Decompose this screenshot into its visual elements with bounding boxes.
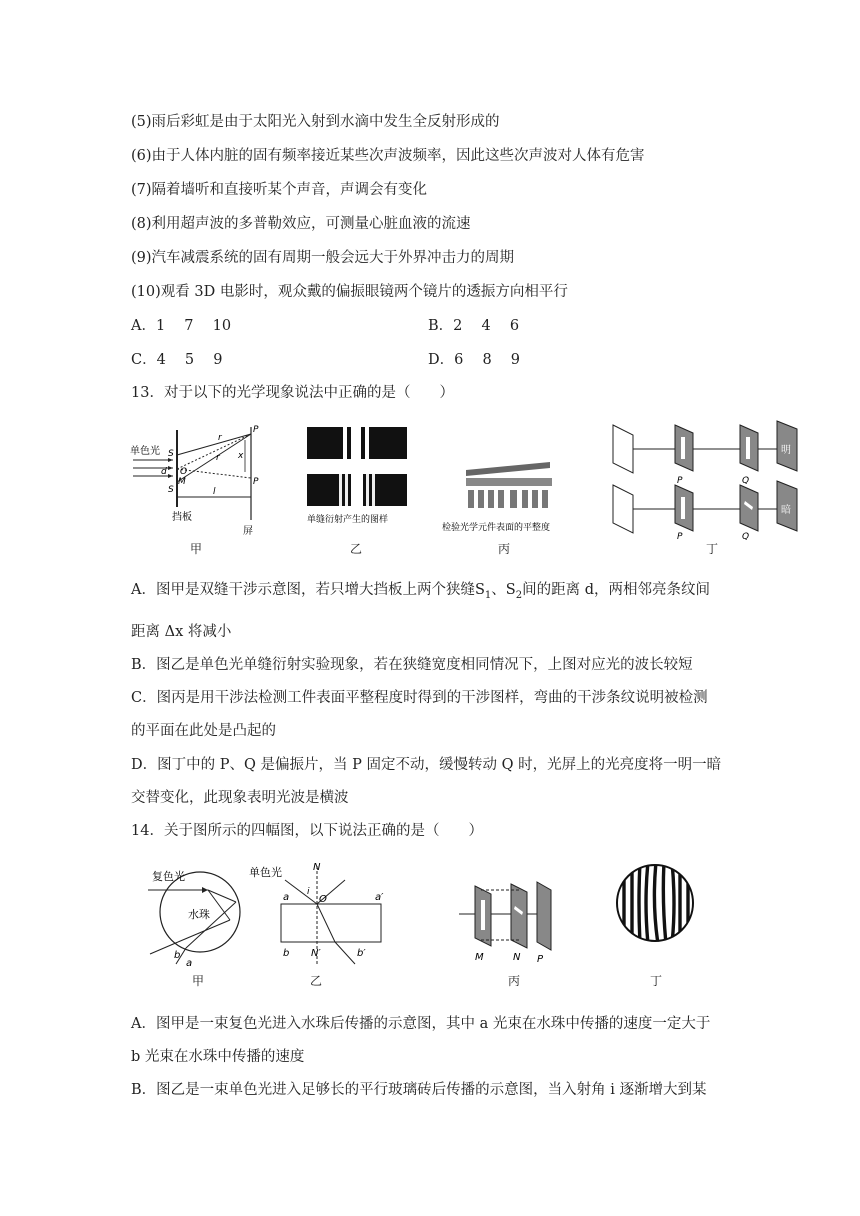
n-label: N xyxy=(313,862,321,873)
r1-label: r xyxy=(218,433,222,443)
screen-label: 屏 xyxy=(243,526,253,537)
a-prime-label: a′ xyxy=(375,892,384,903)
a-label: a xyxy=(186,958,193,969)
i-label: i xyxy=(307,887,310,897)
q14-fig-ding xyxy=(614,862,696,944)
b-label: b xyxy=(174,950,181,961)
q14-fig-jia xyxy=(138,862,248,972)
o-label: O xyxy=(319,894,327,905)
q13-caption-ding: 丁 xyxy=(706,542,719,556)
dark-label: 暗 xyxy=(781,505,791,516)
q14-option-a: A．图甲是一束复色光进入水珠后传播的示意图，其中 a 光束在水珠中传播的速度一定大于 xyxy=(131,1016,711,1032)
q-label-2: Q xyxy=(742,532,750,540)
q12-option-b: B．2 4 6 xyxy=(428,318,520,334)
bright-label: 明 xyxy=(781,445,791,456)
statement-5: (5)雨后彩虹是由于太阳光入射到水滴中发生全反射形成的 xyxy=(131,114,500,130)
q-label-1: Q xyxy=(742,476,750,486)
m-label: M xyxy=(178,477,186,487)
n-polarizer-label: N xyxy=(513,952,521,963)
q14-option-b: B．图乙是一束单色光进入足够长的平行玻璃砖后传播的示意图，当入射角 i 逐渐增大到某 xyxy=(131,1082,707,1098)
o-label: O xyxy=(180,467,188,477)
statement-6: (6)由于人体内脏的固有频率接近某些次声波频率，因此这些次声波对人体有危害 xyxy=(131,148,645,164)
b-edge-label: b xyxy=(283,948,290,959)
a-edge-label: a xyxy=(283,892,290,903)
statement-7: (7)隔着墙听和直接听某个声音，声调会有变化 xyxy=(131,182,428,198)
q13-caption-jia: 甲 xyxy=(190,542,203,556)
q14-fig-yi xyxy=(245,856,395,971)
r2-label: r xyxy=(216,453,220,463)
n-prime-label: N′ xyxy=(311,948,321,959)
p-label-1: P xyxy=(677,476,683,486)
p0-label: P xyxy=(253,477,259,487)
m-label: M xyxy=(475,952,484,963)
complex-light-label: 复色光 xyxy=(152,870,185,883)
statement-9: (9)汽车减震系统的固有周期一般会远大于外界冲击力的周期 xyxy=(131,250,515,266)
q13-option-d: D．图丁中的 P、Q 是偏振片，当 P 固定不动，缓慢转动 Q 时，光屏上的光亮度将一明一暗 xyxy=(131,757,722,773)
yi-caption: 单缝衍射产生的图样 xyxy=(307,515,389,525)
q12-option-c: C．4 5 9 xyxy=(131,352,223,368)
q14-option-a-cont: b 光束在水珠中传播的速度 xyxy=(131,1049,305,1065)
q14-caption-yi: 乙 xyxy=(310,974,323,988)
q13-stem: 13．对于以下的光学现象说法中正确的是（ ） xyxy=(131,385,454,401)
b-prime-label: b′ xyxy=(357,948,366,959)
q12-option-a: A．1 7 10 xyxy=(131,318,232,334)
p-label: P xyxy=(537,954,544,965)
p1-label: P xyxy=(253,425,259,435)
d-label: d xyxy=(161,467,167,477)
drop-label: 水珠 xyxy=(188,908,210,921)
statement-8: (8)利用超声波的多普勒效应，可测量心脏血液的流速 xyxy=(131,216,471,232)
mono-light-label: 单色光 xyxy=(249,866,282,879)
q14-caption-ding: 丁 xyxy=(650,974,663,988)
q13-caption-bing: 丙 xyxy=(498,542,511,556)
q12-option-d: D．6 8 9 xyxy=(428,352,521,368)
x-label: x xyxy=(238,451,244,461)
q14-stem: 14．关于图所示的四幅图，以下说法正确的是（ ） xyxy=(131,823,483,839)
s2-label: S xyxy=(168,485,174,495)
q13-fig-ding xyxy=(605,415,800,540)
q13-option-c-cont: 的平面在此处是凸起的 xyxy=(131,723,276,739)
bing-caption: 检验光学元件表面的平整度 xyxy=(442,523,551,533)
baffle-label: 挡板 xyxy=(172,512,192,523)
q13-option-a-cont: 距离 Δx 将减小 xyxy=(131,624,232,640)
q13-option-c: C．图丙是用干涉法检测工件表面平整程度时得到的干涉图样，弯曲的干涉条纹说明被检测 xyxy=(131,690,708,706)
q14-fig-bing xyxy=(445,868,565,973)
q14-caption-jia: 甲 xyxy=(192,974,205,988)
q13-option-d-cont: 交替变化，此现象表明光波是横波 xyxy=(131,790,349,806)
q13-fig-jia xyxy=(128,422,278,542)
q13-fig-yi xyxy=(305,422,415,532)
q13-option-a: A．图甲是双缝干涉示意图，若只增大挡板上两个狭缝$S_1$、$S_2$间的距离 d，两相邻亮条纹间 xyxy=(131,582,710,601)
light-label: 单色光 xyxy=(130,446,160,457)
q14-caption-bing: 丙 xyxy=(508,974,521,988)
q13-fig-bing xyxy=(438,462,578,542)
l-label: l xyxy=(213,487,216,497)
q13-option-b: B．图乙是单色光单缝衍射实验现象，若在狭缝宽度相同情况下，上图对应光的波长较短 xyxy=(131,657,693,673)
p-label-2: P xyxy=(677,532,683,540)
statement-10: (10)观看 3D 电影时，观众戴的偏振眼镜两个镜片的透振方向相平行 xyxy=(131,284,568,300)
s1-label: S xyxy=(168,449,174,459)
q13-caption-yi: 乙 xyxy=(350,542,363,556)
